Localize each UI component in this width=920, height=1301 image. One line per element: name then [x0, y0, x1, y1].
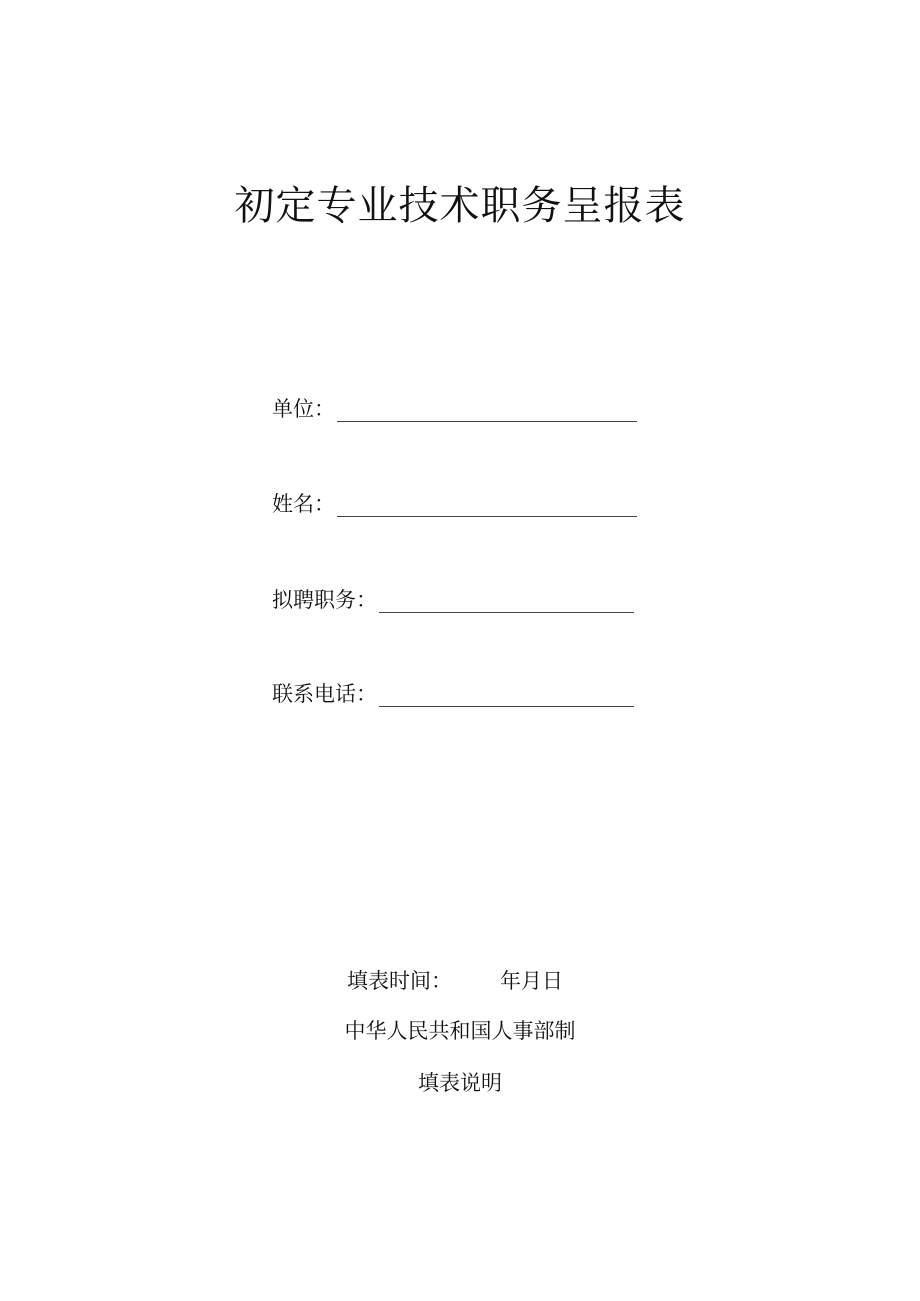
unit-field: [272, 392, 637, 422]
issuer-text: 中华人民共和国人事部制: [344, 1019, 576, 1043]
fill-date-line: [347, 966, 563, 996]
position-label: 拟聘职务：: [272, 588, 377, 612]
name-field: [272, 487, 637, 517]
position-field: [272, 583, 634, 613]
unit-label: 单位：: [272, 397, 335, 421]
form-title: 初定专业技术职务呈报表: [234, 183, 686, 229]
phone-field: [272, 677, 634, 707]
name-blank-line[interactable]: [337, 494, 637, 517]
instructions-heading: 填表说明: [418, 1071, 502, 1095]
position-blank-line[interactable]: [379, 590, 634, 613]
name-label: 姓名：: [272, 492, 335, 516]
unit-blank-line[interactable]: [337, 399, 637, 422]
fill-date-label: 填表时间：: [347, 969, 452, 993]
fill-date-units: 年月日: [500, 969, 563, 993]
phone-label: 联系电话：: [272, 682, 377, 706]
phone-blank-line[interactable]: [379, 684, 634, 707]
